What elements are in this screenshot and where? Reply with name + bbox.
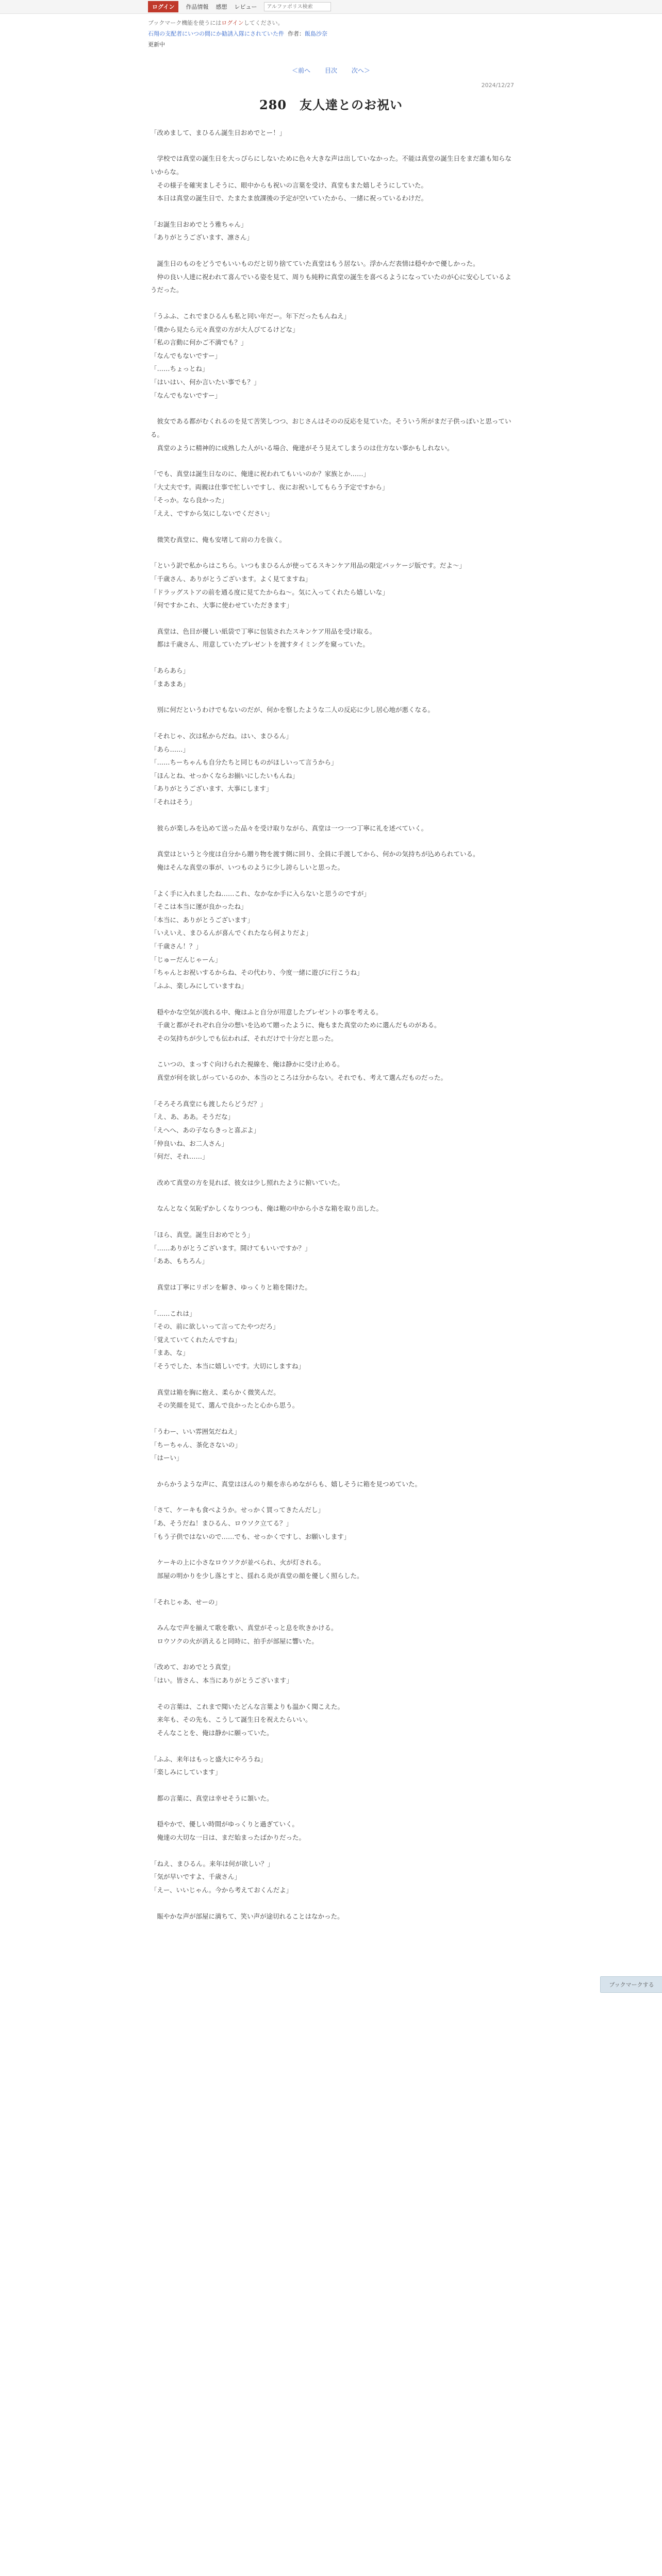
body-paragraph: みんなで声を揃えて歌を歌い、真堂がそっと息を吹きかける。 [151, 1624, 338, 1632]
body-paragraph: 「なんでもないですー」 [151, 351, 222, 360]
body-paragraph: 「いえいえ、まひるんが喜んでくれたなら何よりだよ」 [151, 929, 312, 937]
body-paragraph: その笑顔を見て、選んで良かったと心から思う。 [151, 1401, 299, 1410]
body-paragraph [151, 520, 511, 533]
body-paragraph: 都の言葉に、真堂は幸せそうに頷いた。 [151, 1794, 273, 1802]
body-paragraph [151, 835, 511, 848]
body-paragraph: 穏やかで、優しい時間がゆっくりと過ぎていく。 [151, 1820, 299, 1828]
body-paragraph [151, 1805, 511, 1818]
body-paragraph: 改めて真堂の方を見れば、彼女は少し照れたように俯いていた。 [151, 1178, 344, 1187]
notice-login-link[interactable]: ログイン [221, 20, 244, 26]
body-paragraph: 「それじゃあ、せーの」 [151, 1598, 222, 1606]
body-paragraph: 「はーい」 [151, 1454, 183, 1462]
body-paragraph: 「えー、いいじゃん。今から考えておくんだよ」 [151, 1886, 293, 1894]
body-paragraph: 彼らが楽しみを込めて送った品々を受け取りながら、真堂は一つ一つ丁寧に礼を述べていく。 [151, 824, 428, 832]
body-paragraph [151, 1294, 511, 1307]
body-paragraph: 「そこは本当に運が良かったね」 [151, 903, 247, 911]
notice-text-tail: してください。 [243, 20, 284, 26]
search-input[interactable] [264, 2, 331, 11]
body-paragraph [151, 402, 511, 415]
body-paragraph [151, 1268, 511, 1281]
publish-date: 2024/12/27 [481, 81, 514, 89]
body-paragraph: ケーキの上に小さなロウソクが並べられ、火が灯される。 [151, 1558, 325, 1567]
body-paragraph: 「それはそう」 [151, 798, 196, 806]
body-paragraph: 「お誕生日おめでとう雅ちゃん」 [151, 220, 247, 228]
body-paragraph: 真堂は丁寧にリボンを解き、ゆっくりと箱を開けた。 [151, 1283, 311, 1291]
body-paragraph: 「え、あ、ああ。そうだな」 [151, 1113, 235, 1121]
body-paragraph: 「ほんとね、せっかくならお揃いにしたいもんね」 [151, 771, 299, 779]
body-paragraph [151, 612, 511, 625]
body-paragraph [151, 809, 511, 822]
body-paragraph [151, 1163, 511, 1176]
body-paragraph: 「ありがとうございます、凛さん」 [151, 233, 254, 242]
body-paragraph: 都は千歳さん、用意していたプレゼントを渡すタイミングを窺っていた。 [151, 640, 369, 649]
body-paragraph: 「あ、そうだね！まひるん、ロウソク立てる？」 [151, 1519, 293, 1528]
body-paragraph [151, 1373, 511, 1386]
body-paragraph: 学校では真堂の誕生日を大っぴらにしないために色々大きな声は出していなかった。不能は真堂の誕生日をまだ誰も知らないからな。 [151, 155, 512, 176]
body-paragraph: 「ああ、もちろん」 [151, 1257, 209, 1265]
body-paragraph: ロウソクの火が消えると同時に、拍手が部屋に響いた。 [151, 1637, 318, 1645]
body-paragraph: 「ちゃんとお祝いするからね、その代わり、今度一緒に遊びに行こうね」 [151, 969, 363, 977]
body-paragraph: 「大丈夫です。両親は仕事で忙しいですし、夜にお祝いしてもらう予定ですから」 [151, 483, 389, 491]
body-paragraph: 「はいはい、何か言いたい事でも？」 [151, 378, 260, 386]
body-paragraph: 「……ちょっとね」 [151, 365, 209, 373]
body-paragraph: 仲の良い人達に祝われて喜んでいる姿を見て、周りも純粋に真堂の誕生を喜べるようになっていたのが心に安心しているようだった。 [151, 273, 511, 294]
body-paragraph: 「私の言動に何かご不満でも？」 [151, 338, 247, 347]
body-paragraph: 「……ちーちゃんも自分たちと同じものがほしいって言うから」 [151, 758, 338, 767]
bookmark-button[interactable]: ブックマークする [600, 1976, 662, 1993]
body-paragraph [151, 993, 511, 1006]
body-paragraph: その気持ちが少しでも伝われば、それだけで十分だと思った。 [151, 1034, 338, 1042]
author-link[interactable]: 飯島沙奈 [305, 30, 327, 37]
body-paragraph [151, 651, 511, 664]
episode-title: 280 友人達とのお祝い [259, 97, 403, 112]
body-paragraph: 「ふふ、楽しみにしていますね」 [151, 981, 247, 990]
nav-link-info[interactable]: 作品情報 [186, 4, 209, 10]
body-paragraph: からかうような声に、真堂はほんのり頬を赤らめながらも、嬉しそうに箱を見つめていた。 [151, 1480, 422, 1488]
body-paragraph: 「そろそろ真堂にも渡したらどうだ？」 [151, 1099, 267, 1108]
body-paragraph: その言葉は、これまで聞いたどんな言葉よりも温かく聞こえた。 [151, 1702, 344, 1710]
episode-pager [0, 66, 662, 75]
body-paragraph: 穏やかな空気が流れる中、俺はふと自分が用意したプレゼントの事を考える。 [151, 1008, 383, 1016]
body-paragraph: 「……これは」 [151, 1309, 196, 1317]
body-paragraph: 「もう子供ではないので……でも、せっかくですし、お願いします」 [151, 1532, 351, 1540]
body-paragraph: 「えへへ、あの子ならきっと喜ぶよ」 [151, 1126, 260, 1134]
body-paragraph: 俺はそんな真堂の事が、いつものように少し誇らしいと思った。 [151, 863, 344, 871]
body-paragraph [151, 297, 511, 310]
nav-link-impressions[interactable]: 感想 [216, 4, 227, 10]
body-paragraph: 「千歳さん！？」 [151, 942, 203, 951]
body-paragraph [151, 1583, 511, 1596]
body-paragraph [151, 690, 511, 703]
body-paragraph: 「何ですかこれ、大事に使わせていただきます」 [151, 601, 293, 609]
top-navbar [0, 0, 662, 14]
body-paragraph [151, 1648, 511, 1660]
body-paragraph: 「よく手に入れましたね……これ、なかなか手に入らないと思うのですが」 [151, 889, 370, 897]
body-paragraph: 「千歳さん、ありがとうございます。よく見てますね」 [151, 574, 312, 583]
body-paragraph [151, 1687, 511, 1700]
body-paragraph: 「ありがとうございます、大事にします」 [151, 785, 273, 793]
body-paragraph: 俺達の大切な一日は、まだ始まったばかりだった。 [151, 1834, 306, 1842]
body-paragraph: 「改めまして、まひるん誕生日おめでとー！」 [151, 128, 286, 137]
body-paragraph [151, 1779, 511, 1792]
novel-info-line [148, 29, 514, 40]
body-paragraph: 「楽しみにしています」 [151, 1768, 222, 1776]
body-paragraph [151, 1084, 511, 1097]
login-notice [148, 18, 514, 29]
body-paragraph [151, 874, 511, 887]
body-paragraph [151, 1897, 511, 1910]
body-paragraph: 「ちーちゃん、茶化さないの」 [151, 1440, 241, 1449]
body-paragraph: 「本当に、ありがとうございます」 [151, 916, 254, 924]
next-link[interactable]: 次へ＞ [351, 66, 370, 74]
body-paragraph [151, 546, 511, 559]
body-paragraph: 「という訳で私からはこちら。いつもまひるんが使ってるスキンケア用品の限定パッケージ版です。だよ〜」 [151, 562, 466, 570]
body-paragraph [151, 1215, 511, 1228]
toc-link[interactable]: 目次 [324, 66, 337, 74]
episode-body [151, 126, 511, 1923]
body-paragraph: 彼女である都がむくれるのを見て苦笑しつつ、おじさんはそのの反応を見ていた。そういう所がまだ子供っぽいと思っている。 [151, 417, 511, 438]
body-paragraph: 「ええ、ですから気にしないでください」 [151, 510, 274, 518]
author-label: 作者： [288, 30, 305, 37]
body-paragraph: 「僕から見たら元々真堂の方が大人びてるけどな」 [151, 325, 299, 333]
body-paragraph: 千歳と都がそれぞれ自分の想いを込めて贈ったように、俺もまた真堂のために選んだものがある。 [151, 1021, 441, 1029]
body-paragraph: 「覚えていてくれたんですね」 [151, 1335, 241, 1344]
body-paragraph: なんとなく気恥ずかしくなりつつも、俺は鞄の中から小さな箱を取り出した。 [151, 1205, 383, 1213]
prev-link[interactable]: ＜前へ [292, 66, 311, 74]
body-paragraph: 誕生日のものをどうでもいいものだと切り捨てていた真堂はもう居ない。浮かんだ表情は穏やかで優しかった。 [151, 260, 479, 268]
body-paragraph [151, 1465, 511, 1478]
login-button[interactable]: ログイン [148, 1, 178, 12]
status-text: 更新中 [148, 41, 165, 48]
body-paragraph: 「でも、真堂は誕生日なのに、俺達に祝われてもいいのか？家族とか……」 [151, 470, 370, 478]
body-paragraph: 真堂が何を欲しがっているのか、本当のところは分からない。それでも、考えて選んだものだった。 [151, 1074, 448, 1082]
body-paragraph: 別に何だというわけでもないのだが、何かを察したような二人の反応に少し居心地が悪くなる。 [151, 706, 435, 714]
body-paragraph [151, 1189, 511, 1202]
body-paragraph: 真堂は箱を胸に抱え、柔らかく微笑んだ。 [151, 1388, 280, 1396]
body-paragraph [151, 1412, 511, 1425]
body-paragraph: 「そっか。なら良かった」 [151, 496, 228, 504]
body-paragraph: 「そうでした、本当に嬉しいです。大切にしますね」 [151, 1362, 305, 1370]
body-paragraph: こいつの、まっすぐ向けられた視線を、俺は静かに受け止める。 [151, 1060, 344, 1069]
body-paragraph: 真堂のように精神的に成熟した人がいる場合、俺達がそう見えてしまうのは仕方ない事かもしれない。 [151, 444, 454, 452]
body-paragraph: 「ドラッグストアの前を通る度に見てたからね〜。気に入ってくれたら嬉しいな」 [151, 588, 389, 596]
body-paragraph [151, 717, 511, 730]
body-paragraph: 本日は真堂の誕生日で、たまたま放課後の予定が空いていたから、一緒に祝っているわけだ。 [151, 194, 428, 202]
body-paragraph: 「……ありがとうございます。開けてもいいですか？」 [151, 1244, 311, 1252]
body-paragraph: 「あら……」 [151, 745, 190, 753]
body-paragraph [151, 1844, 511, 1857]
novel-header [0, 14, 662, 50]
body-paragraph [151, 1543, 511, 1556]
novel-title-link[interactable]: 石翔の支配者にいつの間にか勧誘入隊にされていた件 [148, 30, 284, 37]
body-paragraph: 「それじゃ、次は私からだね。はい、まひるん」 [151, 732, 293, 740]
body-paragraph: 真堂は、色目が優しい紙袋で丁寧に包装されたスキンケア用品を受け取る。 [151, 627, 376, 635]
body-paragraph: 「じゅーだんじゃーん」 [151, 955, 222, 963]
body-paragraph: 「うわー、いい雰囲気だねえ」 [151, 1427, 241, 1435]
body-paragraph: 「その、前に欲しいって言ってたやつだろ」 [151, 1323, 279, 1331]
body-paragraph: 「うふふ、これでまひるんも私と同い年だー。年下だったもんねえ」 [151, 312, 351, 320]
body-paragraph: 真堂はというと今度は自分から贈り物を渡す側に回り、全員に手渡してから、何かの気持ちが込められている。 [151, 850, 479, 858]
body-paragraph: 「はい。皆さん、本当にありがとうございます」 [151, 1676, 293, 1685]
body-paragraph: 「さて、ケーキも食べようか。せっかく買ってきたんだし」 [151, 1506, 325, 1514]
body-paragraph: 「改めて、おめでとう真堂」 [151, 1663, 235, 1671]
nav-link-review[interactable]: レビュー [234, 4, 257, 10]
body-paragraph [151, 1490, 511, 1503]
body-paragraph: そんなことを、俺は静かに願っていた。 [151, 1728, 273, 1737]
body-paragraph: 「気が早いですよ、千歳さん」 [151, 1873, 241, 1881]
body-paragraph: 「ねえ、まひるん。来年は何が欲しい？」 [151, 1859, 274, 1868]
body-paragraph [151, 1740, 511, 1753]
body-paragraph [151, 139, 511, 152]
body-paragraph: 部屋の明かりを少し落とすと、揺れる炎が真堂の顔を優しく照らした。 [151, 1571, 363, 1580]
body-paragraph [151, 454, 511, 467]
body-paragraph: 来年も、その先も、こうして誕生日を祝えたらいい。 [151, 1716, 312, 1724]
notice-text: ブックマーク機能を使うには [148, 20, 222, 26]
body-paragraph [151, 205, 511, 218]
body-paragraph: その様子を確実ましそうに、眼中からも祝いの言葉を受け、真堂もまた嬉しそうにしていた。 [151, 181, 428, 189]
body-paragraph: 「何だ、それ……」 [151, 1153, 209, 1161]
body-paragraph: 微笑む真堂に、俺も安堵して肩の力を抜く。 [151, 535, 286, 544]
body-paragraph: 「ほら、真堂。誕生日おめでとう」 [151, 1231, 254, 1239]
body-paragraph: 「あらあら」 [151, 667, 190, 675]
body-paragraph: 「ふふ、来年はもっと盛大にやろうね」 [151, 1755, 267, 1763]
body-paragraph: 「なんでもないですー」 [151, 391, 222, 399]
body-paragraph: 「まあ、な」 [151, 1349, 189, 1357]
body-paragraph: 「仲良いね、お二人さん」 [151, 1139, 228, 1147]
body-paragraph: 賑やかな声が部屋に満ちて、笑い声が途切れることはなかった。 [151, 1912, 344, 1920]
body-paragraph [151, 1045, 511, 1058]
body-paragraph: 「まあまあ」 [151, 680, 190, 688]
body-paragraph [151, 244, 511, 257]
body-paragraph [151, 1608, 511, 1621]
